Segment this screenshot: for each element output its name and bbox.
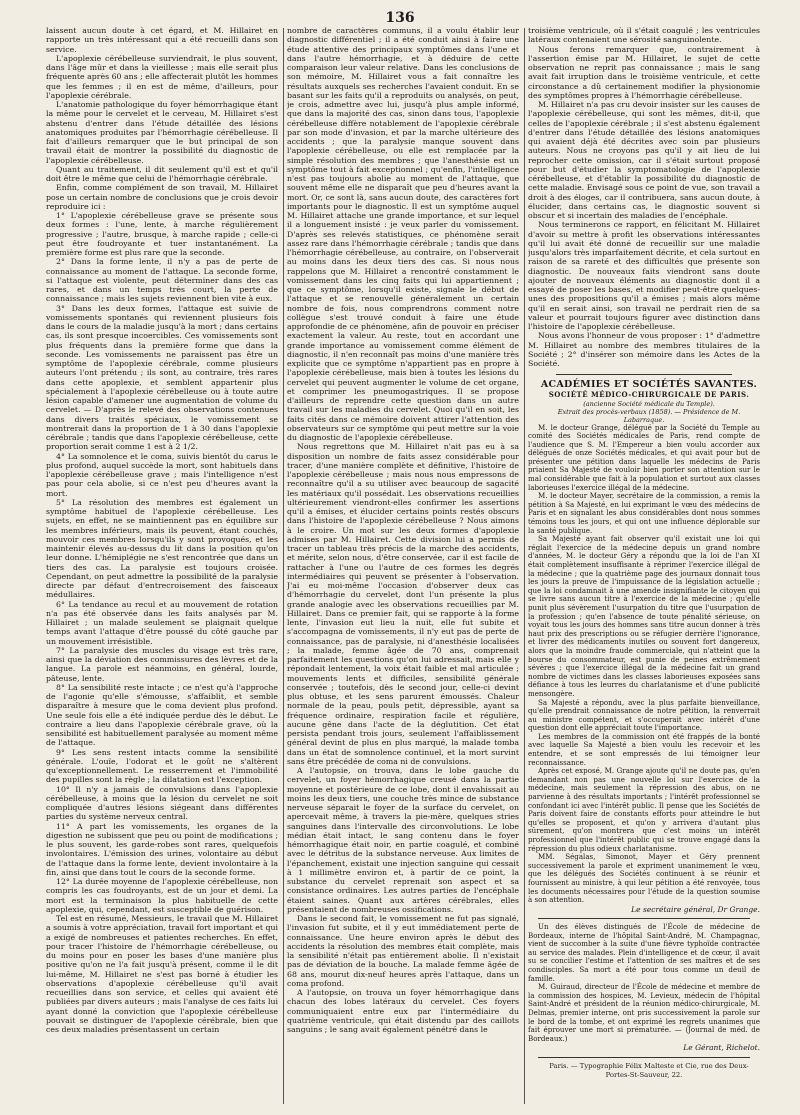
paragraph: M. le docteur Mayer, secrétaire de la commission, a remis la pétition à Sa Majesté, en lui exprimant le vœu des médecins de Paris et en signalant les abus considérables dont nous sommes témoins tous les jours, et qui ont une influence déplorable sur la santé publique.: [528, 491, 760, 535]
paragraph: 1° L'apoplexie cérébelleuse grave se présente sous deux formes : l'une, lente, à marche régulièrement progressive ; l'autre, brusque, à marche rapide ; celle-ci peut être foudroyante et tuer instantanément. La première forme est plus rare que la seconde.: [46, 211, 278, 257]
society-minutes: [528, 424, 760, 905]
society-name: SOCIÉTÉ MÉDICO-CHIRURGICALE DE PARIS.: [548, 390, 750, 400]
paragraph: Les membres de la commission ont été frappés de la bonté avec laquelle Sa Majesté a bien voulu les recevoir et les entendre, et se sont empressés de lui témoigner leur reconnaissance.: [528, 731, 760, 767]
paragraph: M. le docteur Grange, délégué par la Société du Temple au comité des Sociétés médicales de Paris, rend compte de l'audience que S. M. l'Empereur a bien voulu accorder aux délégués de onze Sociétés médicales, et qui avait pour but de présenter une pétition dans laquelle les médecins de Paris priaient Sa Majesté de vouloir bien porter son attention sur le mal considérable que fait à la population et surtout aux classes laborieuses l'exercice illégal de la médecine.: [528, 422, 760, 492]
article-columns: [0, 26, 800, 1115]
news-items: [528, 923, 760, 1043]
paragraph: 3° Dans les deux formes, l'attaque est suivie de vomissements spontanés qui reviennent plusieurs fois dans le cours de la maladie jusqu'à la mort ; dans certains cas, ils sont presque incoercibles. Ces vomissements sont plus fréquents dans la première forme que dans la seconde. Les vomissements ne paraissent pas être un symptôme de l'apoplexie cérébrale, comme plusieurs auteurs l'ont prétendu ; ils sont, au contraire, très rares dans cette apoplexie, et semblent appartenir plus spécialement à l'apoplexie cérébelleuse ou à toute autre lésion capable d'amener une augmentation de volume du cervelet. — D'après le relevé des observations contenues dans divers traités spéciaux, le vomissement se montrerait dans la proportion de 1 à 30 dans l'apoplexie cérébrale ; tandis que dans l'apoplexie cérébelleuse, cette proportion serait comme 1 est à 2 1/2.: [46, 303, 278, 452]
paragraph: laissent aucun doute à cet égard, et M. Hillairet en rapporte un très intéressant qui a été recueilli dans son service.: [46, 26, 278, 54]
paragraph: troisième ventricule, où il s'était coagulé ; les ventricules latéraux contenaient une sérosité sanguinolente.: [528, 26, 760, 45]
paragraph: Sa Majesté ayant fait observer qu'il existait une loi qui réglait l'exercice de la médecine depuis un grand nombre d'années, M. le docteur Géry a répondu que la loi de l'an XI était complètement insuffisante à réprimer l'exercice illégal de la médecine ; que la quatrième page des journaux donnait tous les jours la preuve de l'impuissance de la législation actuelle ; que la loi condamnait à une amende insignifiante le citoyen qui se livre sans aucun titre à l'exercice de la médecine ; qu'elle punit plus sévèrement l'usurpation du titre que l'usurpation de la profession ; qu'en l'absence de toute pénalité sérieuse, on voyait tous les jours des hommes sans titre aucun donner à très haut prix des prescriptions ou se réfugier derrière l'ignorance, et livrer des médicaments inutiles ou souvent fort dangereux, alors que la moindre fraude commerciale, qui n'atteint que la bourse du consommateur, est punie de peines extrêmement sévères ; que l'exercice illégal de la médecine fait un grand nombre de victimes dans les classes laborieuses exposées sans défiance à tous les leurres du charlatanisme et d'une publicité mensongère.: [528, 534, 760, 698]
column-rule-1: [283, 28, 284, 1104]
paragraph: 4° La somnolence et le coma, suivis bientôt du carus le plus profond, auquel succède la mort, sont habituels dans l'apoplexie cérébelleuse grave ; mais l'intelligence n'est pas pour cela abolie, si ce n'est peu d'heures avant la mort.: [46, 451, 278, 498]
paragraph: Après cet exposé, M. Grange ajoute qu'il ne doute pas, qu'en demandant non pas une nouvelle loi sur l'exercice de la médecine, mais seulement la répression des abus, on ne parvienne à des résultats importants ; l'intérêt professionnel se confondant ici avec l'intérêt public. Il pense que les Sociétés de Paris doivent faire de constants efforts pour atteindre le but qu'elles se proposent, et qu'on y arrivera d'autant plus sûrement, qu'on montrera que c'est moins un intérêt professionnel que l'intérêt public qui se trouve engagé dans la répression du plus odieux charlatanisme.: [528, 766, 760, 853]
minutes-extract: Extrait des procès-verbaux (1858). — Présidence de M. Labarraque.: [557, 407, 741, 424]
paragraph: 9° Les sens restent intacts comme la sensibilité générale. L'ouïe, l'odorat et le goût ne s'altèrent qu'exceptionnellement. Le resserrement et l'immobilité des pupilles sont la règle ; la dilatation est l'exception.: [46, 747, 278, 785]
paragraph: L'apoplexie cérébelleuse surviendrait, le plus souvent, dans l'âge mûr et dans la vieillesse ; mais elle serait plus fréquente après 60 ans ; elle affecterait plutôt les hommes que les femmes ; il en est de même, d'ailleurs, pour l'apoplexie cérébrale.: [46, 53, 278, 100]
paragraph: Nous avons l'honneur de vous proposer : 1° d'admettre M. Hillairet au nombre des membres titulaires de la Société ; 2° d'insérer son mémoire dans les Actes de la Société.: [528, 331, 760, 368]
paragraph: Dans le second fait, le vomissement ne fut pas signalé, l'invasion fut subite, et il y eut immédiatement perte de connaissance. Une heure environ après le début des accidents la résolution des membres était complète, mais la sensibilité n'était pas entièrement abolie. Il n'existait pas de déviation de la bouche. La malade femme âgée de 68 ans, mourut dix-neuf heures après l'attaque, dans un coma profond.: [287, 914, 519, 988]
paragraph: Sa Majesté a répondu, avec la plus parfaite bienveillance, qu'elle prendrait connaissance de notre pétition, la renverrait au ministre compétent, et s'occuperait avec intérêt d'une question dont elle appréciait toute l'importance.: [528, 697, 760, 733]
paragraph: M. Hillairet n'a pas cru devoir insister sur les causes de l'apoplexie cérébelleuse, qui sont les mêmes, dit-il, que celles de l'apoplexie cérébrale ; il s'est abstenu également d'entrer dans l'étude détaillée des lésions anatomiques qui avaient déjà été décrites avec soin par plusieurs auteurs. Nous ne croyons pas qu'il y ait lieu de lui reprocher cette omission, car il s'était surtout proposé pour but d'étudier la symptomatologie de l'apoplexie cérébelleuse, et d'établir la possibilité du diagnostic de cette maladie. Envisagé sous ce point de vue, son travail a droit à des éloges, car il contribuera, sans aucun doute, à élucider, dans certains cas, le diagnostic souvent si obscur et si incertain des maladies de l'encéphale.: [528, 100, 760, 220]
paragraph: 12° La durée moyenne de l'apoplexie cérébelleuse, non compris les cas foudroyants, est de un jour et demi. La mort est la terminaison la plus habituelle de cette apoplexie, qui, cependant, est susceptible de guérison.: [46, 877, 278, 914]
paragraph: Tel est en résumé, Messieurs, le travail que M. Hillairet a soumis à votre appréciation, travail fort important et qui a exigé de nombreuses et patientes recherches. En effet, pour tracer l'histoire de l'hémorrhagie cérébelleuse, ou du moins pour en poser les bases d'une manière plus positive qu'on ne l'a fait jusqu'à présent, comme il le dit lui-même, M. Hillairet ne s'est pas borné à étudier les observations d'apoplexie cérébelleuse qu'il avait recueillies dans son service, et celles qui avaient été publiées par divers auteurs ; mais l'analyse de ces faits lui ayant donné la conviction que l'apoplexie cérébelleuse pouvait se distinguer de l'apoplexie cérébrale, bien que ces deux maladies présentassent un certain: [46, 914, 278, 1034]
paragraph: Un des élèves distingués de l'École de médecine de Bordeaux, interne de l'hôpital Saint-André, M. Champagnac, vient de succomber à la suite d'une fièvre typhoïde contractée au service des malades. Plein d'intelligence et de cœur, il avait su se concilier l'estime et l'attention de ses maîtres et de ses condisciples. Sa mort a été pour tous comme un deuil de famille.: [528, 922, 760, 983]
paragraph: 11° A part les vomissements, les organes de la digestion ne subissent que peu ou point de modifications ; le plus souvent, les garde-robes sont rares, quelquefois involontaires. L'émission des urines, volontaire au début de l'attaque dans la forme lente, devient involontaire à la fin, ainsi que dans tout le cours de la seconde forme.: [46, 821, 278, 877]
paragraph: Nous regrettons que M. Hillairet n'ait pas eu à sa disposition un nombre de faits assez considérable pour tracer, d'une manière complète et définitive, l'histoire de l'apoplexie cérébelleuse ; mais nous nous empressons de reconnaître qu'il a su utiliser avec beaucoup de sagacité les matériaux qu'il possédait. Les observations recueillies ultérieurement viendront-elles confirmer les assertions qu'il a émises, et élucider certains points restés obscurs dans l'histoire de l'apoplexie cérébelleuse ? Nous aimons à le croire. Un mot sur les deux formes d'apoplexie admises par M. Hillairet. Cette division lui a permis de tracer un tableau très précis de la marche des accidents, et mérite, selon nous, d'être conservée, car il est facile de rattacher à l'une ou l'autre de ces formes les degrés intermédiaires qui peuvent se présenter à l'observation. J'ai eu moi-même l'occasion d'observer deux cas d'hémorrhagie du cervelet, dont l'un présente la plus grande analogie avec les observations recueillies par M. Hillairet. Dans ce premier fait, qui se rapporte à la forme lente, l'invasion eut lieu la nuit, elle fut subite et s'accompagna de vomissements, il n'y eut pas de perte de connaissance, pas de paralysie, ni d'anesthésie localisées ; la malade, femme âgée de 70 ans, comprenait parfaitement les questions qu'on lui adressait, mais elle y répondait lentement, la voix était faible et mal articulée ; mouvements lents et difficiles, sensibilité générale conservée ; toutefois, dès le second jour, celle-ci devint plus obtuse, et les sens parurent émoussés. Chaleur normale de la peau, pouls petit, dépressible, ayant sa fréquence ordinaire, respiration facile et régulière, aucune gêne dans l'acte de la déglutition. Cet état persista pendant trois jours, seulement l'affaiblissement général devint de plus en plus marqué, la malade tomba dans un état de somnolence continuel, et la mort survint sans être précédée de coma ni de convulsions.: [287, 442, 519, 766]
secretary-signature: Le secrétaire général, Dr Grange.: [631, 904, 760, 914]
gerant-signature: Le Gérant, Richelot.: [683, 1043, 760, 1053]
column-3: [528, 26, 760, 1106]
page-number: 136: [385, 10, 415, 26]
section-title: ACADÉMIES ET SOCIÉTÉS SAVANTES.: [540, 379, 758, 391]
paragraph: 5° La résolution des membres est également un symptôme habituel de l'apoplexie cérébelleuse. Les sujets, en effet, ne se maintiennent pas en équilibre sur les membres inférieurs, mais ils peuvent, étant couchés, mouvoir ces membres lorsqu'ils y sont provoqués, et les maintenir élevés au-dessus du lit dans la position qu'on leur donne. L'hémiplégie ne s'est rencontrée que dans un tiers des cas. La paralysie est toujours croisée. Cependant, on peut admettre la possibilité de la paralysie directe par défaut d'entrecroisement des faisceaux médullaires.: [46, 497, 278, 600]
footer-divider: [538, 1057, 750, 1058]
paragraph: 8° La sensibilité reste intacte ; ce n'est qu'à l'approche de l'agonie qu'elle s'émousse, s'affaiblit, et semble disparaître à mesure que le coma devient plus profond. Une seule fois elle a été indiquée perdue dès le début. Le contraire a lieu dans l'apoplexie cérébrale grave, où la sensibilité est habituellement paralysée au moment même de l'attaque.: [46, 682, 278, 748]
printer-line: Paris. — Typographie Félix Malteste et Cie, rue des Deux-Portes-St-Sauveur, 22.: [549, 1061, 749, 1079]
paragraph: Enfin, comme complément de son travail, M. Hillairet pose un certain nombre de conclusions que je crois devoir reproduire ici :: [46, 183, 278, 211]
paragraph: 10° Il n'y a jamais de convulsions dans l'apoplexie cérébelleuse, à moins que la lésion du cervelet ne soit compliquée d'autres lésions siégeant dans différentes parties du système nerveux central.: [46, 784, 278, 822]
paragraph: nombre de caractères communs, il a voulu établir leur diagnostic différentiel ; il a été conduit ainsi à faire une étude attentive des principaux symptômes dans l'une et dans l'autre hémorrhagie, et à déduire de cette comparaison leur valeur relative. Dans les conclusions de son mémoire, M. Hillairet vous a fait connaître les résultats auxquels ses recherches l'avaient conduit. En se basant sur les faits qu'il a reproduits ou analysés, on peut, je crois, admettre avec lui, jusqu'à plus ample informé, que dans la majorité des cas, sinon dans tous, l'apoplexie cérébelleuse diffère notablement de l'apoplexie cérébrale par son mode d'invasion, et par la marche ultérieure des accidents ; que la paralysie manque souvent dans l'apoplexie cérébelleuse, ou elle est remplacée par la simple résolution des membres ; que l'anesthésie est un symptôme tout à fait exceptionnel ; qu'enfin, l'intelligence n'est pas toujours abolie au moment de l'attaque, que souvent même elle ne disparaît que peu d'heures avant la mort. Or, ce sont là, sans aucun doute, des caractères fort importants pour le diagnostic. Il est un symptôme auquel M. Hillairet attache une grande importance, et sur lequel il a longuement insisté : je veux parler du vomissement. D'après ses relevés statistiques, ce phénomène serait assez rare dans l'hémorrhagie cérébrale ; tandis que dans l'hémorrhagie cérébelleuse, au contraire, on l'observerait au moins dans les deux tiers des cas. Si nous nous rappelons que M. Hillairet a rencontré constamment le vomissement dans les cinq faits qui lui appartiennent ; que ce symptôme, lorsqu'il existe, signale le début de l'attaque et se renouvelle généralement un certain nombre de fois, nous comprendrons comment notre collègue s'est trouvé conduit à faire une étude approfondie de ce phénomène, afin de pouvoir en préciser exactement la valeur. Au reste, tout en accordant une grande importance au vomissement comme élément de diagnostic, il n'en reconnaît pas moins d'une manière très explicite que ce symptôme n'appartient pas en propre à l'apoplexie cérébelleuse, mais bien à toutes les lésions du cervelet qui peuvent augmenter le volume de cet organe, et comprimer les pneumogastriques. Il se propose d'ailleurs de reprendre cette question dans un autre travail sur les maladies du cervelet. Quoi qu'il en soit, les faits cités dans ce mémoire doivent attirer l'attention des observateurs sur ce symptôme qui peut mettre sur la voie du diagnostic de l'apoplexie cérébelleuse.: [287, 26, 519, 442]
section-divider: [556, 374, 732, 375]
news-divider: [538, 918, 750, 919]
paragraph: MM. Ségalas, Simonot, Mayer et Géry prennent successivement la parole et expriment unanimement le vœu, que les délégués des Sociétés continuent à se réunir et fournissent au ministre, à qui leur pétition a été renvoyée, tous les documents nécessaires pour l'étude de la question soumise à son attention.: [528, 852, 760, 905]
column-1: [46, 26, 278, 1106]
paragraph: L'anatomie pathologique du foyer hémorrhagique étant la même pour le cervelet et le cerveau, M. Hillairet s'est abstenu d'entrer dans l'étude détaillée des lésions anatomiques produites par l'hémorrhagie cérébelleuse. Il fait d'ailleurs remarquer que le but principal de son travail était de montrer la possibilité du diagnostic de l'apoplexie cérébelleuse.: [46, 100, 278, 165]
paragraph: 7° La paralysie des muscles du visage est très rare, ainsi que la déviation des commissures des lèvres et de la langue. La parole est néanmoins, en général, lourde, pâteuse, lente.: [46, 645, 278, 683]
paragraph: M. Guiraud, directeur de l'École de médecine et membre de la commission des hospices, M. Levieux, médecin de l'hôpital Saint-André et président de la réunion médico-chirurgicale, M. Delmas, premier interne, ont pris successivement la parole sur le bord de la tombe, et ont exprimé les regrets unanimes que fait éprouver une mort si prématurée. — (Journal de méd. de Bordeaux.): [528, 982, 760, 1043]
paragraph: Nous terminerons ce rapport, en félicitant M. Hillairet d'avoir su mettre à profit les observations intéressantes qu'il lui avait été donné de recueillir sur une maladie jusqu'alors très imparfaitement décrite, et cela surtout en raison de sa rareté et des difficultés que présente son diagnostic. De nouveaux faits viendront sans doute ajouter de nouveaux éléments au diagnostic dont il a essayé de poser les bases, et modifier peut-être quelques-unes des propositions qu'il a émises ; mais alors même qu'il en serait ainsi, son travail ne perdrait rien de sa valeur et pourrait toujours figurer avec distinction dans l'histoire de l'apoplexie cérébelleuse.: [528, 220, 760, 331]
paragraph: A l'autopsie, on trouva un foyer hémorrhagique dans chacun des lobes latéraux du cervelet. Ces foyers communiquaient entre eux par l'intermédiaire du quatrième ventricule, qui était distendu par des caillots sanguins ; le sang avait également pénétré dans le: [287, 988, 519, 1034]
society-subtitle: (ancienne Société médicale du Temple).: [583, 399, 715, 408]
column-rule-2: [524, 28, 525, 1104]
paragraph: A l'autopsie, on trouva, dans le lobe gauche du cervelet, un foyer hémorrhagique creusé dans la partie moyenne et postérieure de ce lobe, dont il envahissait au moins les deux tiers, une couche très mince de substance nerveuse séparait le foyer de la surface du cervelet, on apercevait même, à travers la pie-mère, quelques stries sanguines dans l'intervalle des circonvolutions. Le lobe médian était intact, le sang contenu dans le foyer hémorrhagique était noir, en partie coagulé, et combiné avec le détritus de la substance nerveuse. Aux limites de l'épanchement, existait une injection sanguine qui cessait à 1 millimètre environ et, à partir de ce point, la substance du cervelet reprenait son aspect et sa consistance ordinaires. Les autres parties de l'encéphale étaient saines. Quant aux artères cérébrales, elles présentaient de nombreuses ossifications.: [287, 766, 519, 914]
paragraph: 6° La tendance au recul et au mouvement de rotation n'a pas été observée dans les faits analysés par M. Hillairet ; un malade seulement se plaignait quelque temps avant l'attaque d'être poussé du côté gauche par un mouvement irrésistible.: [46, 599, 278, 646]
column-2: [287, 26, 519, 1106]
paragraph: 2° Dans la forme lente, il n'y a pas de perte de connaissance au moment de l'attaque. La seconde forme, si l'attaque est violente, peut déterminer dans des cas rares, et dans un temps très court, la perte de connaissance ; mais les sujets reviennent bien vite à eux.: [46, 257, 278, 304]
paragraph: Nous ferons remarquer que, contrairement à l'assertion émise par M. Hillairet, le sujet de cette observation ne reprit pas connaissance ; mais le sang avait fait irruption dans le troisième ventricule, et cette circonstance a dû certainement modifier la physionomie des symptômes propres à l'hémorrhagie cérébelleuse.: [528, 44, 760, 100]
paragraph: Quant au traitement, il dit seulement qu'il est et qu'il doit être le même que celui de l'hémorrhagie cérébrale.: [46, 164, 278, 183]
report-conclusion: [528, 26, 760, 368]
